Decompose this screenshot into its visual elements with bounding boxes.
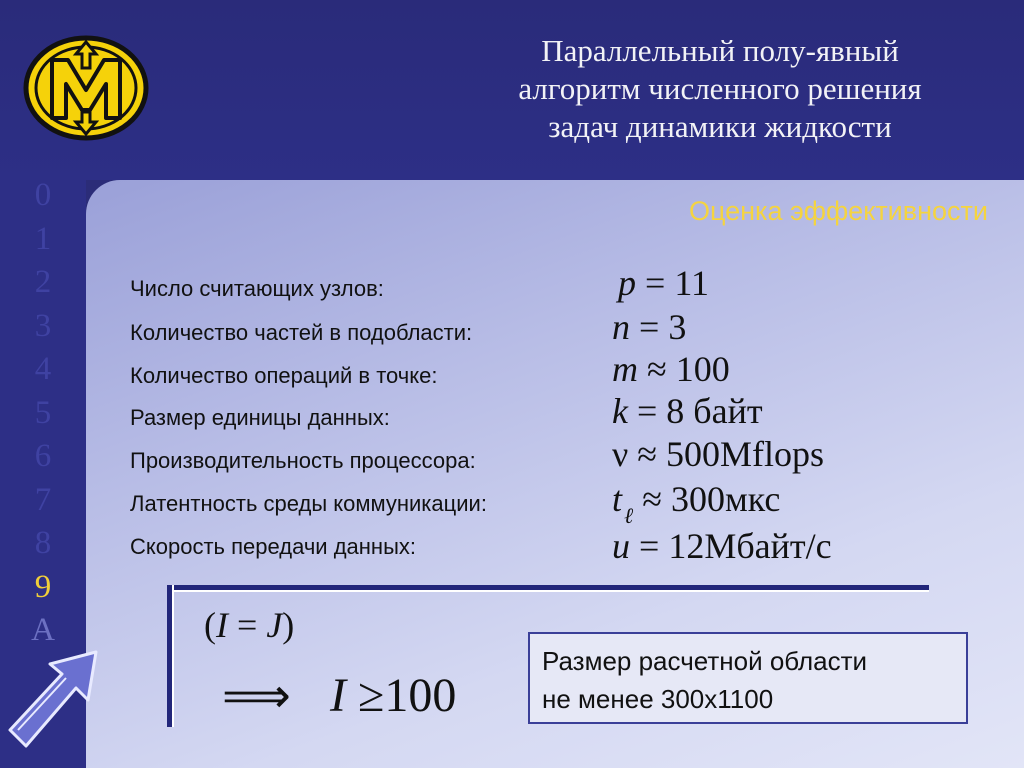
param-relation: ≈ (642, 479, 662, 519)
step-digit-current[interactable]: 9 (34, 568, 52, 605)
param-value: 3 (668, 307, 687, 347)
step-digit[interactable]: 8 (34, 525, 52, 561)
note-line-1: Размер расчетной области (542, 646, 868, 676)
step-digit[interactable]: 5 (34, 394, 52, 431)
step-strip (26, 174, 60, 653)
param-value: 11 (674, 263, 709, 303)
condition-right: J (266, 605, 283, 645)
param-unit: Мбайт/с (704, 526, 832, 566)
param-value: 300 (670, 479, 725, 519)
condition-left: I (216, 605, 228, 645)
param-formula (612, 306, 686, 348)
step-digit[interactable]: 1 (34, 220, 52, 257)
condition-relation: = (237, 605, 258, 645)
param-formula (612, 390, 763, 432)
param-relation: = (639, 526, 660, 566)
note-line-2: не менее 300х1100 (542, 684, 774, 714)
result-formula (330, 668, 456, 723)
conclusion-divider (167, 585, 929, 592)
param-formula (612, 478, 780, 529)
condition-open-paren: ( (204, 605, 216, 645)
param-symbol: p (618, 263, 636, 303)
param-symbol: n (612, 307, 630, 347)
param-formula (612, 433, 824, 475)
param-label: Число считающих узлов: (130, 276, 384, 301)
step-digit[interactable]: 6 (34, 438, 52, 474)
title-line-1: Параллельный полу-явный (541, 33, 899, 68)
param-unit: байт (693, 391, 763, 431)
title-line-2: алгоритм численного решения (518, 71, 922, 106)
param-value: 500 (666, 434, 721, 474)
institute-logo-icon (22, 34, 150, 142)
param-relation: ≈ (637, 434, 658, 474)
step-digit[interactable]: 2 (34, 264, 52, 300)
param-label: Количество операций в точке: (130, 363, 438, 388)
param-relation: = (639, 307, 660, 347)
conclusion-note (528, 632, 968, 724)
implies-arrow-icon: ⟹ (222, 668, 291, 724)
result-symbol: I (330, 669, 346, 722)
param-label: Производительность процессора: (130, 448, 476, 473)
step-digit[interactable]: 0 (34, 177, 52, 213)
param-label: Латентность среды коммуникации: (130, 491, 487, 516)
section-heading: Оценка эффективности (688, 196, 988, 226)
param-unit: Mflops (720, 434, 825, 474)
param-symbol: m (612, 349, 638, 389)
step-digit[interactable]: 7 (34, 481, 52, 518)
param-subscript: ℓ (624, 503, 634, 528)
param-relation: = (645, 263, 666, 303)
param-symbol: k (612, 391, 628, 431)
step-digit[interactable]: A (31, 612, 55, 648)
condition-formula (204, 604, 294, 646)
diagonal-arrow-icon[interactable] (4, 612, 100, 752)
param-label: Скорость передачи данных: (130, 534, 416, 559)
param-unit: мкс (724, 479, 781, 519)
result-value: 100 (384, 669, 457, 722)
conclusion-divider-vertical (167, 585, 174, 727)
param-value: 8 (666, 391, 685, 431)
param-symbol: ν (612, 434, 629, 474)
condition-close-paren: ) (282, 605, 295, 645)
param-symbol: u (612, 526, 630, 566)
param-formula (612, 348, 730, 390)
result-relation: ≥ (357, 669, 385, 722)
param-label: Количество частей в подобласти: (130, 320, 473, 345)
step-digit[interactable]: 3 (34, 307, 52, 344)
param-value: 100 (675, 349, 730, 389)
param-formula (612, 525, 832, 567)
param-formula (618, 262, 709, 304)
page-title (420, 32, 1020, 146)
param-symbol: t (612, 479, 623, 519)
param-relation: = (636, 391, 658, 431)
param-value: 12 (668, 526, 705, 566)
step-digit[interactable]: 4 (34, 351, 52, 387)
param-label: Размер единицы данных: (130, 405, 390, 430)
title-line-3: задач динамики жидкости (548, 109, 892, 144)
param-relation: ≈ (647, 349, 667, 389)
